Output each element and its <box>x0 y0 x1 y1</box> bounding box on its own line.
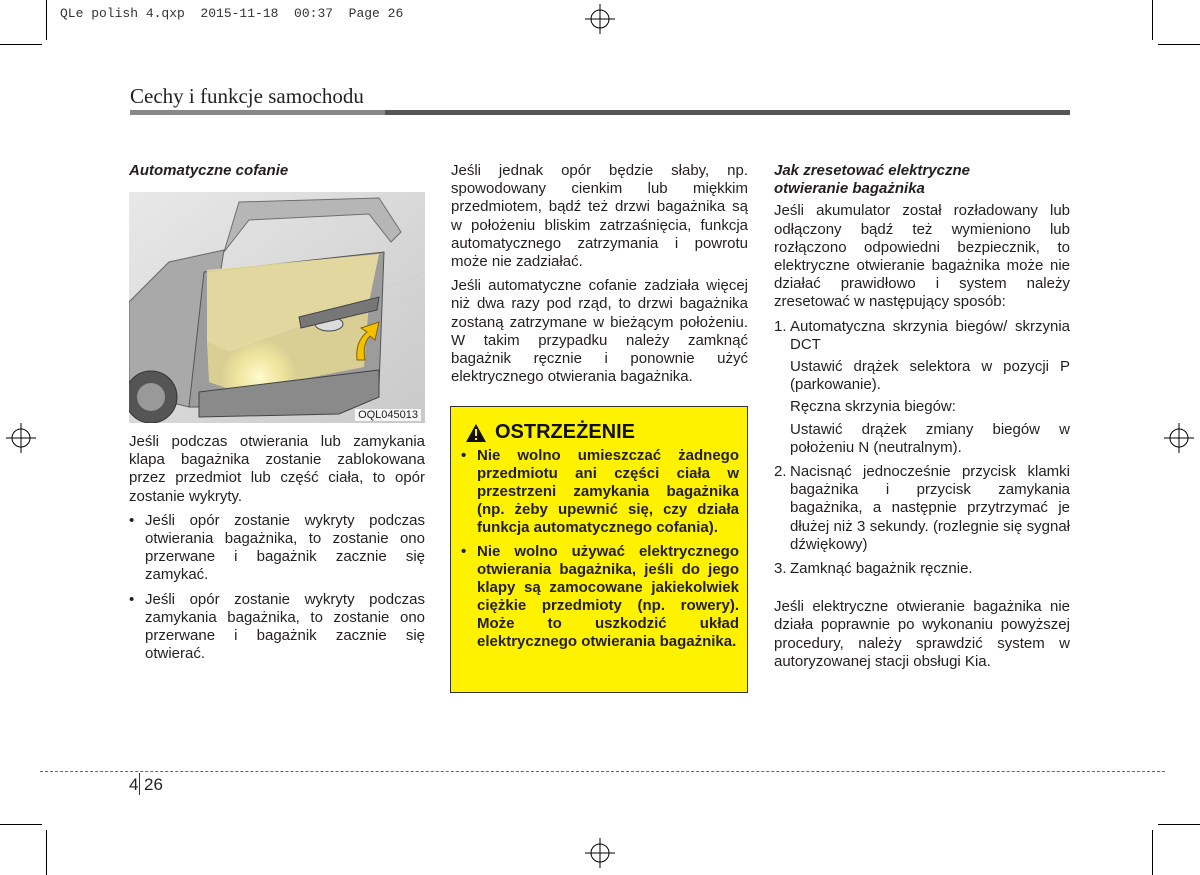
paragraph: Jeśli podczas otwierania lub zamykania klapa bagażnika zostanie zablokowana przez przedmiot lub część ciała, to opór zostanie wykryty. <box>129 433 425 505</box>
step-text: Automatyczna skrzynia biegów/ skrzynia DCT <box>790 317 1070 353</box>
warning-list <box>461 447 739 657</box>
step-list <box>774 318 1070 579</box>
step-subtext: Ręczna skrzynia biegów: <box>790 398 956 416</box>
subhead-line: otwieranie bagażnika <box>774 180 925 198</box>
step-item <box>774 560 1070 578</box>
step-number: 3. <box>774 560 787 578</box>
suv-tailgate-illustration <box>129 192 425 423</box>
step-item <box>774 318 1070 457</box>
paragraph: Jeśli jednak opór będzie słaby, np. spowodowany cienkim lub miękkim przedmiotem, bądź też drzwi bagażnika są w położeniu bliskim zatrzaśnięcia, funkcja automatycznego zatrzymania i powrotu może nie zadziałać. <box>451 162 748 271</box>
registration-mark-icon <box>6 423 36 453</box>
section-title: Cechy i funkcje samochodu <box>130 84 364 108</box>
warning-title: OSTRZEŻENIE <box>495 421 636 443</box>
subhead-auto-reverse: Automatyczne cofanie <box>129 162 289 179</box>
chapter-number: 4 <box>129 775 139 794</box>
tailgate-photo <box>129 192 425 423</box>
registration-mark-icon <box>1164 423 1194 453</box>
page-number-divider <box>139 773 140 795</box>
left-column-body <box>129 433 425 669</box>
step-text: Nacisnąć jednocześnie przycisk klamki bagażnika i przycisk zamykania bagażnika, a następnie przytrzymać je dłużej niż 3 sekundy. (rozlegnie się sygnał dźwiękowy) <box>790 463 1070 553</box>
middle-column <box>451 162 748 392</box>
subhead-line: Jak zresetować elektryczne <box>774 162 970 179</box>
paragraph: Jeśli automatyczne cofanie zadziała więcej niż dwa razy pod rząd, to drzwi bagażnika zostaną zatrzymane w bieżącym położeniu. W takim przypadku należy zamknąć bagażnik ręcznie i ponownie użyć elektrycznego otwierania bagażnika. <box>451 277 748 386</box>
step-number: 1. <box>774 317 787 335</box>
warning-triangle-icon <box>465 423 487 443</box>
title-rule-accent <box>130 110 385 115</box>
step-subtext: Ustawić drążek selektora w pozycji P (parkowanie). <box>790 358 1070 394</box>
paragraph: Jeśli akumulator został rozładowany lub odłączony bądź też wymieniono lub rozłączono odpowiedni bezpiecznik, to elektryczne otwieranie bagażnika może nie działać prawidłowo i system należy zresetować w następujący sposób: <box>774 202 1070 311</box>
warning-item: • Nie wolno używać elektrycznego otwierania bagażnika, jeśli do jego klapy są zamocowane jakiekolwiek ciężkie przedmioty (np. rowery). Może to uszkodzić układ elektrycznego otwierania bagażnika. <box>461 543 739 651</box>
step-number: 2. <box>774 463 787 481</box>
list-item: • Jeśli opór zostanie wykryty podczas otwierania bagażnika, to zostanie ono przerwane i bagażnik zacznie się zamykać. <box>129 512 425 585</box>
warning-box <box>450 406 748 693</box>
list-item: • Jeśli opór zostanie wykryty podczas zamykania bagażnika, to zostanie ono przerwane i bagażnik zacznie się otwierać. <box>129 591 425 664</box>
right-column <box>774 162 1070 677</box>
left-column <box>129 162 425 188</box>
page-number: 26 <box>144 775 163 794</box>
bullet-list <box>129 512 425 664</box>
paragraph: Jeśli elektryczne otwieranie bagażnika nie działa poprawnie po wykonaniu powyższej procedury, należy sprawdzić system w autoryzowanej stacji obsługi Kia. <box>774 598 1070 670</box>
print-slug: QLe polish 4.qxp 2015-11-18 00:37 Page 26 <box>60 6 404 21</box>
warning-header <box>465 421 635 444</box>
step-item <box>774 463 1070 554</box>
step-subtext: Ustawić drążek zmiany biegów w położeniu N (neutralnym). <box>790 420 1070 456</box>
footer-rule <box>40 771 1165 772</box>
registration-mark-icon <box>585 838 615 868</box>
subhead-reset <box>774 162 1070 198</box>
image-code: OQL045013 <box>355 409 421 421</box>
registration-mark-icon <box>585 4 615 34</box>
warning-item: • Nie wolno umieszczać żadnego przedmiotu ani części ciała w przestrzeni zamykania bagażnika (np. żeby upewnić się, czy działa funkcja automatycznego cofania). <box>461 447 739 537</box>
step-text: Zamknąć bagażnik ręcznie. <box>790 560 973 578</box>
